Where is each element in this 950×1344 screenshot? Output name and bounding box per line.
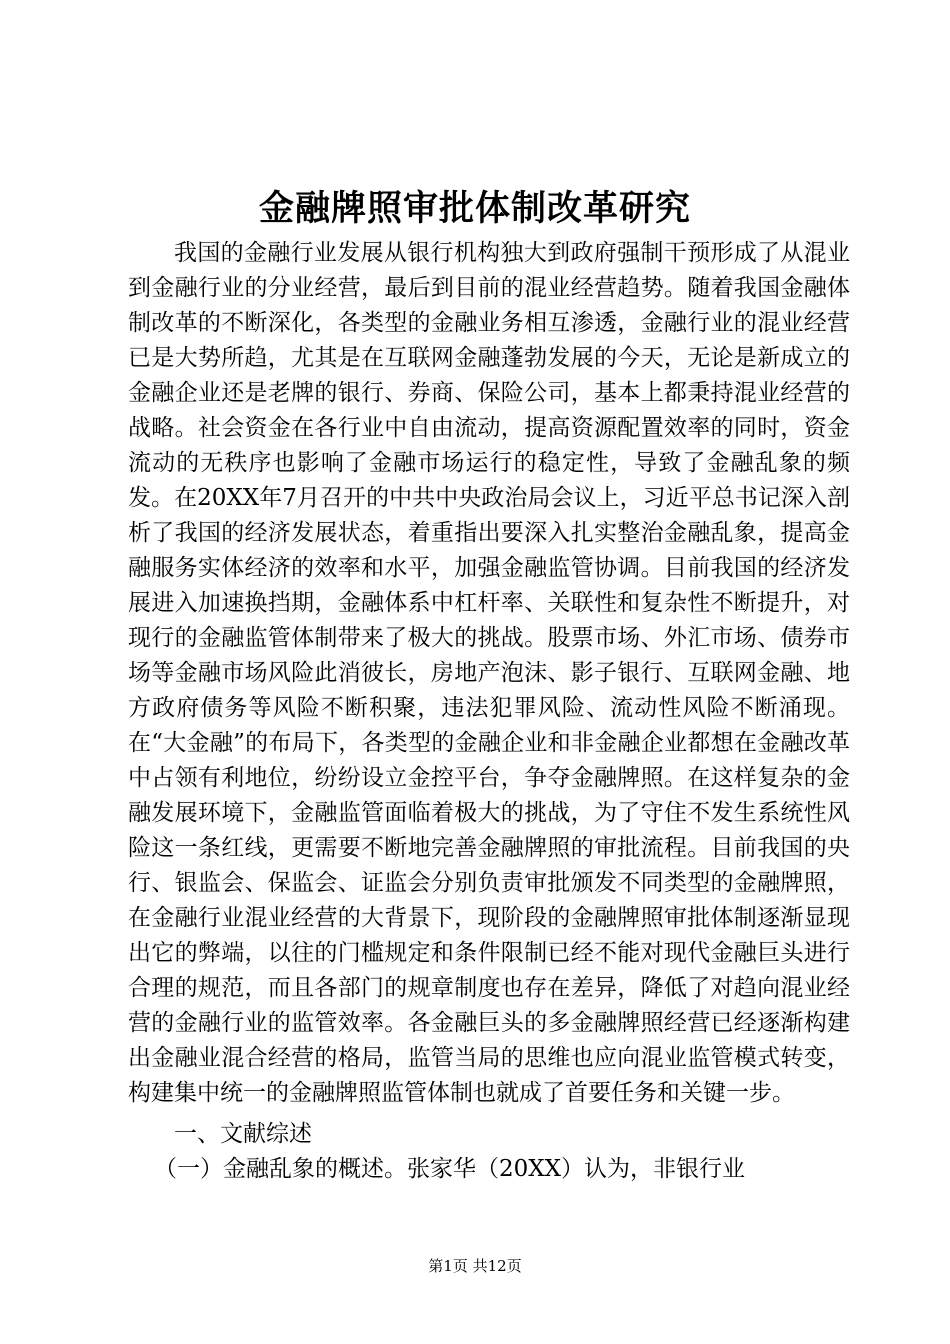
subsection-paragraph: （一）金融乱象的概述。张家华（20XX）认为，非银行业 <box>154 1156 746 1182</box>
section-heading: 一、文献综述 <box>174 1121 312 1147</box>
document-title: 金融牌照审批体制改革研究 <box>258 188 691 229</box>
page-footer: 第1页 共12页 <box>428 1257 522 1275</box>
intro-paragraph: 我国的金融行业发展从银行机构独大到政府强制干预形成了从混业到金融行业的分业经营，最后到目前的混业经营趋势。随着我国金融体制改革的不断深化，各类型的金融业务相互渗透，金融行业的混业经营已是大势所趋，尤其是在互联网金融蓬勃发展的今天，无论是新成立的金融企业还是老牌的银行、券商、保险公司，基本上都秉持混业经营的战略。社会资金在各行业中自由流动，提高资源配置效率的同时，资金流动的无秩序也影响了金融市场运行的稳定性，导致了金融乱象的频发。在20XX年7月召开的中共中央政治局会议上，习近平总书记深入剖析了我国的经济发展状态，着重指出要深入扎实整治金融乱象，提高金融服务实体经济的效率和水平，加强金融监管协调。目前我国的经济发展进入加速换挡期，金融体系中杠杆率、关联性和复杂性不断提升，对现行的金融监管体制带来了极大的挑战。股票市场、外汇市场、债券市场等金融市场风险此消彼长，房地产泡沫、影子银行、互联网金融、地方政府债务等风险不断积聚，违法犯罪风险、流动性风险不断涌现。在“大金融”的布局下，各类型的金融企业和非金融企业都想在金融改革中占领有利地位，纷纷设立金控平台，争夺金融牌照。在这样复杂的金融发展环境下，金融监管面临着极大的挑战，为了守住不发生系统性风险这一条红线，更需要不断地完善金融牌照的审批流程。目前我国的央行、银监会、保监会、证监会分别负责审批颁发不同类型的金融牌照，在金融行业混业经营的大背景下，现阶段的金融牌照审批体制逐渐显现出它的弊端，以往的门槛规定和条件限制已经不能对现代金融巨头进行合理的规范，而且各部门的规章制度也存在差异，降低了对趋向混业经营的金融行业的监管效率。各金融巨头的多金融牌照经营已经逐渐构建出金融业混合经营的格局，监管当局的思维也应向混业监管模式转变，构建集中统一的金融牌照监管体制也就成了首要任务和关键一步。 <box>128 240 850 1106</box>
